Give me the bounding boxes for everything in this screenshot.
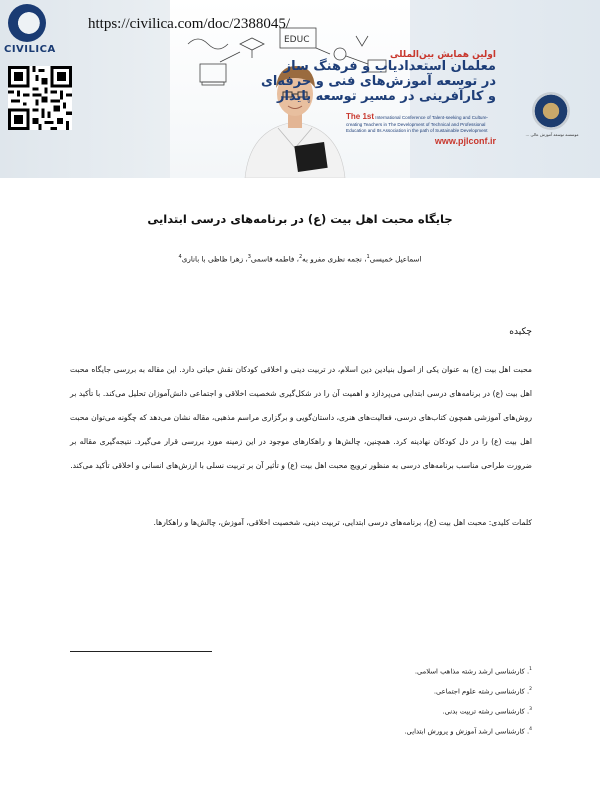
conference-en-ordinal: The 1st bbox=[346, 112, 375, 121]
abstract-text: محبت اهل بیت (ع) به عنوان یکی از اصول بنیادین دین اسلام، در تربیت دینی و اخلاقی کودکان نقش حیاتی دارد. این مقاله به بررسی جایگاه محبت اهل بیت (ع) در برنامه‌های درسی ابتدایی می‌پردازد و اهمیت آن را در شکل‌گیری شخصیت اخلاقی و اجتماعی دانش‌آموزان تحلیل می‌کند. با تأکید بر روش‌های آموزشی همچون کتاب‌های درسی، فعالیت‌های هنری، داستان‌گویی و برگزاری مراسم مذهبی، مقاله نشان می‌دهد که چگونه می‌توان محبت اهل بیت (ع) را در دل کودکان نهادینه کرد. همچنین، چالش‌ها و راهکارهای موجود در این زمینه مورد بررسی قرار می‌گیرد. نتیجه‌گیری مقاله بر ضرورت طراحی مناسب برنامه‌های درسی به منظور ترویج محبت اهل بیت (ع) و تأثیر آن بر تربیت نسلی با ارزش‌های انسانی و اخلاقی تأکید می‌کند. bbox=[70, 365, 532, 470]
conference-banner bbox=[0, 0, 600, 178]
footnote-item: $^4$. کارشناسی ارشد آموزش و پرورش ابتدایی. bbox=[404, 727, 532, 736]
paper-title: جایگاه محبت اهل بیت (ع) در برنامه‌های درسی ابتدایی bbox=[147, 212, 453, 226]
conference-title-en bbox=[346, 112, 496, 133]
footnote-number: 2 bbox=[529, 687, 532, 692]
conference-line-2: در توسعه آموزش‌های فنی و حرفه‌ای bbox=[261, 74, 496, 90]
author-affiliation-mark: 3 bbox=[247, 254, 251, 260]
conference-line-1: معلمان استعدادیاب و فرهنگ ساز bbox=[283, 59, 496, 75]
footnote-item: $^1$. کارشناسی ارشد رشته مذاهب اسلامی. bbox=[414, 667, 532, 676]
conference-line-3: و کارآفرینی در مسیر توسعه پایدار bbox=[277, 89, 496, 105]
footnote-item: $^3$. کارشناسی رشته تربیت بدنی. bbox=[442, 707, 532, 716]
author-name: نجمه نظری مفرو به bbox=[302, 254, 362, 264]
conference-prefix: اولین همایش بین‌المللی bbox=[390, 50, 496, 60]
author-name: زهرا ظاظی با باناری bbox=[181, 254, 244, 264]
footnote-item: $^2$. کارشناسی رشته علوم اجتماعی. bbox=[433, 687, 532, 696]
footnote-number: 1 bbox=[529, 667, 532, 672]
abstract-heading: چکیده bbox=[509, 327, 532, 337]
author-affiliation-mark: 2 bbox=[298, 254, 303, 260]
footnote-text: کارشناسی رشته علوم اجتماعی. bbox=[433, 687, 525, 696]
document-url[interactable]: https://civilica.com/doc/2388045/ bbox=[88, 16, 291, 32]
keywords: کلمات کلیدی: محبت اهل بیت (ع)، برنامه‌های درسی ابتدایی، تربیت دینی، شخصیت اخلاقی، آموزش، چالش‌ها و راهکارها. bbox=[153, 518, 532, 527]
institute-seal-caption: موسسه توسعه آموزش عالی ... bbox=[525, 132, 579, 137]
author-affiliation-mark: 4 bbox=[178, 254, 182, 260]
author-affiliation-mark: 1 bbox=[366, 254, 370, 260]
footnote-number: 4 bbox=[529, 727, 532, 732]
author-name: اسماعیل خمیسی bbox=[369, 254, 422, 264]
author-name: فاطمه قاسمی bbox=[250, 254, 295, 264]
civilica-logo-text: CIVILICA bbox=[4, 44, 56, 55]
conference-website[interactable]: www.pjlconf.ir bbox=[434, 136, 496, 146]
footnote-text: کارشناسی رشته تربیت بدنی. bbox=[442, 707, 525, 716]
conference-title-fa bbox=[246, 50, 496, 105]
footnote-text: کارشناسی ارشد آموزش و پرورش ابتدایی. bbox=[404, 727, 525, 736]
institute-seal-icon bbox=[532, 92, 570, 130]
footnote-divider bbox=[70, 651, 212, 652]
author-list: اسماعیل خمیسی$^1$، نجمه نظری مفرو به$^2$، فاطمه قاسمی$^3$، زهرا ظاظی با باناری$^4$ bbox=[178, 254, 422, 264]
art-text: EDUC bbox=[284, 35, 310, 45]
footnote-number: 3 bbox=[529, 707, 532, 712]
footnotes bbox=[232, 660, 532, 740]
civilica-logo[interactable] bbox=[2, 2, 58, 60]
footnote-text: کارشناسی ارشد رشته مذاهب اسلامی. bbox=[414, 667, 525, 676]
conference-en-text: International Conference of Talent-seeking and Culture-creating Teachers in The Development of Technical and Professional Education and Its Association in the path of Sustainable Development bbox=[346, 115, 489, 133]
civilica-logo-icon bbox=[8, 4, 46, 42]
qr-code-icon[interactable] bbox=[8, 66, 72, 130]
